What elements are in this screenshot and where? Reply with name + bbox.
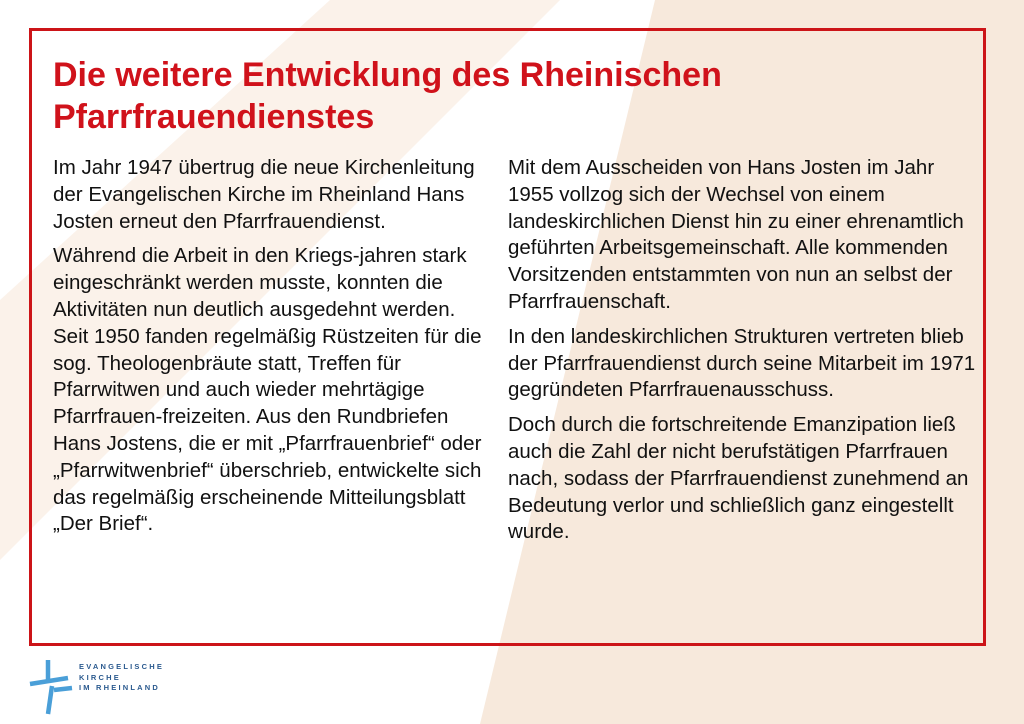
left-text-column	[53, 155, 493, 546]
right-paragraph-3: Doch durch die fortschreitende Emanzipation ließ auch die Zahl der nicht berufstätigen Pfarrfrauen nach, sodass der Pfarrfrauendienst zunehmend an Bedeutung verlor und schließlich ganz eingestellt wurde.	[508, 413, 969, 544]
right-text-column	[508, 155, 980, 554]
logo-line-1: EVANGELISCHE	[79, 662, 165, 671]
slide-title: Die weitere Entwicklung des Rheinischen Pfarrfrauendienstes	[53, 56, 722, 136]
right-paragraph-1: Mit dem Ausscheiden von Hans Josten im Jahr 1955 vollzog sich der Wechsel von einem landeskirchlichen Dienst hin zu einer ehrenamtlich geführten Arbeitsgemeinschaft. Alle kommenden Vorsitzenden entstammten von nun an selbst der Pfarrfrauenschaft.	[508, 156, 964, 313]
left-paragraph-2: Während die Arbeit in den Kriegs-jahren stark eingeschränkt werden musste, konnten die Aktivitäten nun deutlich ausgedehnt werden. Seit 1950 fanden regelmäßig Rüstzeiten für die sog. Theologenbräute statt, Treffen für Pfarrwitwen und auch wieder mehrtägige Pfarrfrauen-freizeiten. Aus den Rundbriefen Hans Jostens, die er mit „Pfarrfrauenbrief“ oder „Pfarrwitwenbrief“ überschrieb, entwickelte sich das regelmäßig erscheinende Mitteilungsblatt „Der Brief“.	[53, 244, 482, 536]
church-logo-text	[79, 662, 164, 694]
right-paragraph-2: In den landeskirchlichen Strukturen vertreten blieb der Pfarrfrauendienst durch seine Mitarbeit im 1971 gegründeten Pfarrfrauenausschuss.	[508, 324, 976, 402]
logo-line-2: KIRCHE	[79, 672, 121, 682]
logo-line-3: IM RHEINLAND	[79, 683, 160, 692]
left-paragraph-1: Im Jahr 1947 übertrug die neue Kirchenleitung der Evangelischen Kirche im Rheinland Hans Josten erneut den Pfarrfrauendienst.	[53, 156, 475, 233]
